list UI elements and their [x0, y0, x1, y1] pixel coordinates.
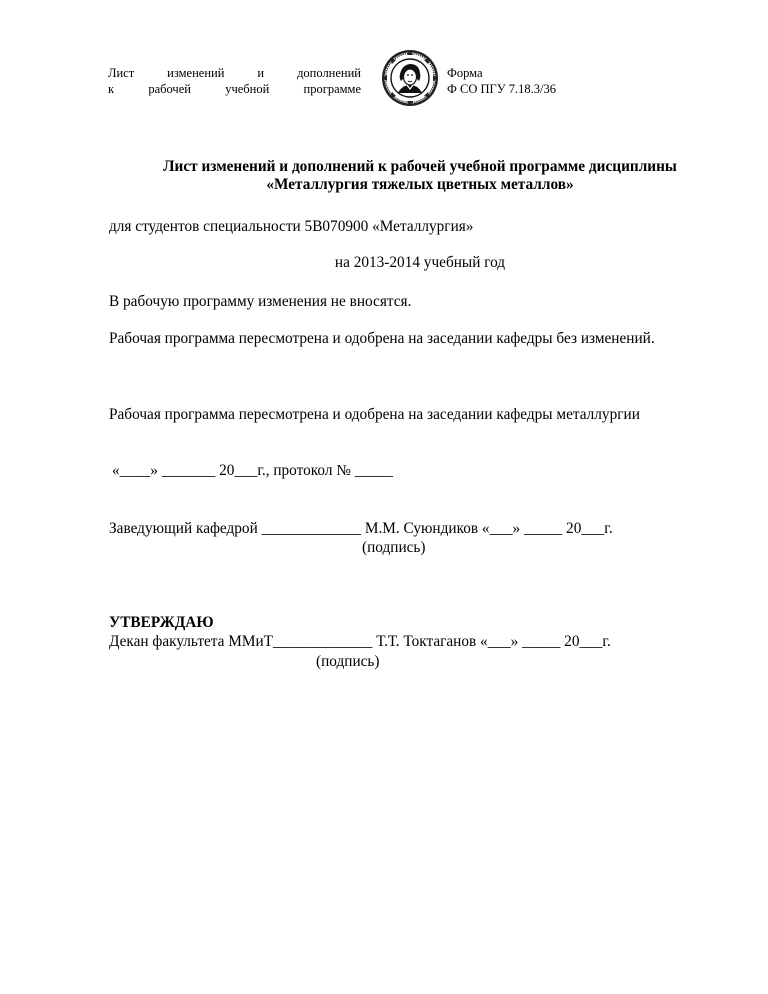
- protocol-line: «____» _______ 20___г., протокол № _____: [112, 462, 393, 479]
- header-left-title: [108, 65, 361, 97]
- seal-icon: [378, 48, 442, 108]
- dean-line: Декан факультета ММиТ_____________ Т.Т. Токтаганов «___» _____ 20___г.: [109, 633, 611, 650]
- document-title: [109, 158, 731, 194]
- head-of-department-line: Заведующий кафедрой _____________ М.М. Суюндиков «___» _____ 20___г.: [109, 520, 613, 537]
- document-header: [108, 48, 708, 108]
- signature-caption-head: (подпись): [362, 539, 426, 556]
- for-students-line: для студентов специальности 5В070900 «Металлургия»: [109, 218, 474, 235]
- approve-heading: УТВЕРЖДАЮ: [109, 614, 214, 631]
- header-left-line-1: Лист изменений и дополнений: [108, 66, 361, 80]
- signature-caption-dean: (подпись): [316, 653, 380, 670]
- university-seal-logo: [378, 48, 442, 108]
- title-line-2: «Металлургия тяжелых цветных металлов»: [266, 176, 574, 193]
- header-left-line-2: к рабочей учебной программе: [108, 82, 361, 96]
- academic-year-line: на 2013-2014 учебный год: [334, 254, 506, 271]
- no-changes-line: В рабочую программу изменения не вносятся.: [109, 293, 412, 310]
- header-form-code: Ф СО ПГУ 7.18.3/36: [447, 82, 556, 96]
- header-right-form: [447, 65, 556, 97]
- reviewed-no-changes-paragraph: Рабочая программа пересмотрена и одобрена на заседании кафедры без изменений.: [109, 330, 655, 347]
- header-form-label: Форма: [447, 66, 483, 80]
- reviewed-department-paragraph: Рабочая программа пересмотрена и одобрена на заседании кафедры металлургии: [109, 406, 640, 423]
- title-line-1: Лист изменений и дополнений к рабочей учебной программе дисциплины: [163, 158, 677, 175]
